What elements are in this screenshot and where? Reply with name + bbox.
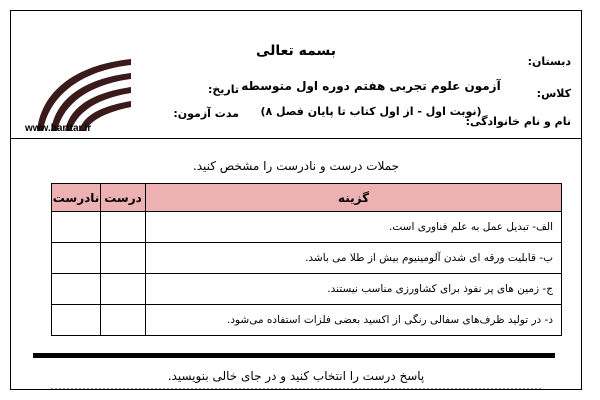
true-answer-cell[interactable] [101, 212, 146, 243]
false-answer-cell[interactable] [52, 305, 101, 336]
true-answer-cell[interactable] [101, 243, 146, 274]
table-row [52, 243, 562, 274]
section2-instruction: پاسخ درست را انتخاب کنید و در جای خالی بنویسید. [167, 369, 425, 383]
table-row [52, 305, 562, 336]
true-column-header: درست [101, 184, 146, 212]
exam-title: آزمون علوم تجربی هفتم دوره اول متوسطه [241, 79, 501, 93]
class-label: کلاس: [536, 87, 571, 100]
option-column-header: گزینه [146, 184, 562, 212]
table-header-row [52, 184, 562, 212]
true-answer-cell[interactable] [101, 274, 146, 305]
false-column-header: نادرست [52, 184, 101, 212]
school-label: دبستان: [527, 55, 571, 68]
barttar-logo-icon [27, 51, 131, 131]
exam-header [11, 11, 581, 139]
false-answer-cell[interactable] [52, 274, 101, 305]
table-row [52, 212, 562, 243]
table-row [52, 274, 562, 305]
false-answer-cell[interactable] [52, 243, 101, 274]
statement-cell: د- در تولید ظرف‌های سفالی رنگی از اکسید بعضی فلزات استفاده می‌شود. [146, 305, 562, 336]
next-question-line [51, 388, 541, 390]
statement-cell: ب- قابلیت ورقه ای شدن آلومینیوم بیش از طلا می باشد. [146, 243, 562, 274]
section-divider [33, 353, 555, 358]
true-false-table [51, 183, 562, 336]
section1-instruction: جملات درست و نادرست را مشخص کنید. [192, 159, 400, 173]
exam-subtitle: (نوبت اول - از اول کتاب تا پایان فصل ۸) [260, 105, 482, 118]
bismillah: بسمه تعالی [255, 43, 337, 59]
duration-label: مدت آزمون: [173, 107, 239, 120]
statement-cell: ج- زمین های پر نفوذ برای کشاورزی مناسب نیستند. [146, 274, 562, 305]
logo-website-text: www.barttar.ir [25, 123, 92, 134]
true-answer-cell[interactable] [101, 305, 146, 336]
exam-sheet [10, 10, 582, 390]
false-answer-cell[interactable] [52, 212, 101, 243]
statement-cell: الف- تبدیل عمل به علم فناوری است. [146, 212, 562, 243]
date-label: تاریخ: [207, 83, 239, 96]
name-label: نام و نام خانوادگی: [465, 115, 571, 128]
